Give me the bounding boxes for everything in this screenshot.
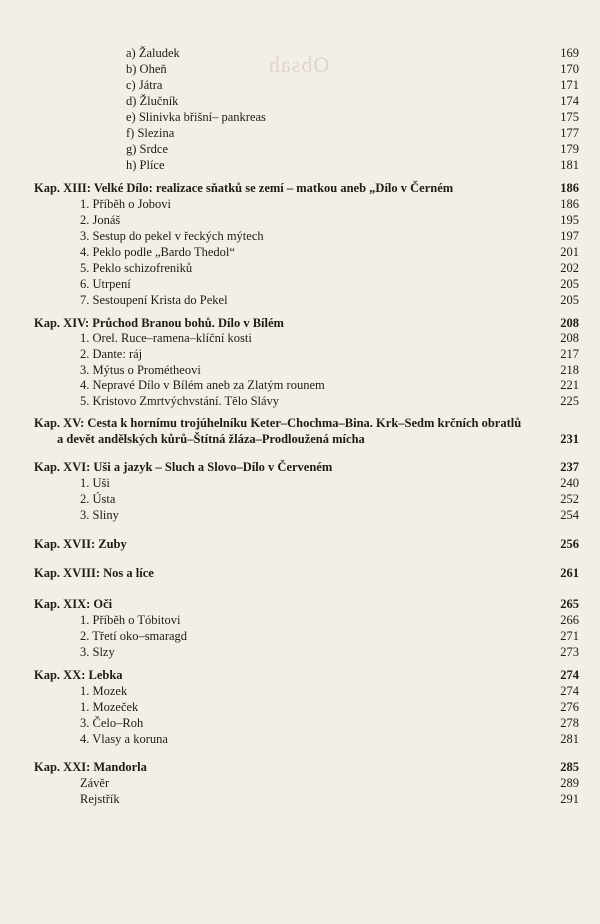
toc-chapter-title: Kap. XVIII: Nos a líce — [34, 566, 154, 580]
toc-entry-title: 4. Peklo podle „Bardo Thedol“ — [80, 245, 235, 259]
toc-entry-title: h) Plíce — [126, 158, 165, 172]
toc-page-number: 201 — [560, 245, 579, 259]
toc-page-number: 205 — [560, 293, 579, 307]
toc-entry-title: 2. Ústa — [80, 492, 116, 506]
toc-page-number: 208 — [560, 316, 579, 330]
toc-entry-title: 3. Slzy — [80, 645, 115, 659]
toc-chapter-title: Kap. XIX: Oči — [34, 597, 113, 611]
toc-entry-title: 5. Kristovo Zmrtvýchvstání. Tělo Slávy — [80, 394, 280, 408]
toc-page-number: 261 — [560, 566, 579, 580]
toc-entry-title: e) Slinivka břišní– pankreas — [126, 110, 266, 124]
toc-page-number: 177 — [560, 126, 579, 140]
toc-chapter-title: Kap. XIV: Průchod Branou bohů. Dílo v Bílém — [34, 316, 284, 330]
toc-entry-title: 2. Jonáš — [80, 213, 121, 227]
toc-page-number: 181 — [560, 158, 579, 172]
toc-entry-title: 1. Mozeček — [80, 700, 139, 714]
toc-page-number: 291 — [560, 792, 579, 806]
toc-entry-title: 2. Dante: ráj — [80, 347, 143, 361]
toc-page-number: 217 — [560, 347, 579, 361]
toc-entry-title: 4. Nepravé Dílo v Bílém aneb za Zlatým rounem — [80, 378, 325, 392]
toc-page-number: 274 — [560, 684, 579, 698]
toc-entry-title: 3. Čelo–Roh — [80, 716, 144, 730]
toc-entry-title: 2. Třetí oko–smaragd — [80, 629, 188, 643]
toc-page-number: 197 — [560, 229, 579, 243]
toc-page-number: 205 — [560, 277, 579, 291]
toc-page-number: 256 — [560, 537, 579, 551]
toc-entry-title: 7. Sestoupení Krista do Pekel — [80, 293, 228, 307]
toc-entry-title: c) Játra — [126, 78, 163, 92]
toc-entry-title: 1. Mozek — [80, 684, 128, 698]
toc-page-number: 266 — [560, 613, 579, 627]
toc-entry-title: 1. Příběh o Jobovi — [80, 197, 171, 211]
toc-page-number: 186 — [560, 197, 579, 211]
toc-page-number: 252 — [560, 492, 579, 506]
toc-page-number: 274 — [560, 668, 579, 682]
toc-page-number: 221 — [560, 378, 579, 392]
toc-entry-title: 5. Peklo schizofreniků — [80, 261, 193, 275]
toc-entry-title: a) Žaludek — [126, 46, 180, 60]
toc-entry-title: 3. Sliny — [80, 508, 119, 522]
toc-page-number: 254 — [560, 508, 579, 522]
toc-page-number: 265 — [560, 597, 579, 611]
toc-entry-title: d) Žlučník — [126, 94, 179, 108]
toc-page-number: 218 — [560, 363, 579, 377]
toc-page-number: 225 — [560, 394, 579, 408]
toc-page-number: 281 — [560, 732, 579, 746]
toc-entry-title: 3. Sestup do pekel v řeckých mýtech — [80, 229, 264, 243]
toc-chapter-title: Kap. XVII: Zuby — [34, 537, 127, 551]
toc-page-number: 208 — [560, 331, 579, 345]
toc-page-number: 271 — [560, 629, 579, 643]
toc-chapter-title: Kap. XXI: Mandorla — [34, 760, 147, 774]
toc-chapter-title: Kap. XV: Cesta k hornímu trojúhelníku Keter–Chochma–Bina. Krk–Sedm krčních obratlů — [34, 416, 522, 430]
toc-entry-title: 1. Orel. Ruce–ramena–klíční kosti — [80, 331, 252, 345]
toc-chapter-title: Kap. XX: Lebka — [34, 668, 123, 682]
toc-entry-title: Rejstřík — [80, 792, 120, 806]
toc-entry-title: Závěr — [80, 776, 110, 790]
toc-page-number: 202 — [560, 261, 579, 275]
toc-page-number: 240 — [560, 476, 579, 490]
toc-entry-title: g) Srdce — [126, 142, 168, 156]
toc-page-number: 273 — [560, 645, 579, 659]
toc-page-number: 276 — [560, 700, 579, 714]
toc-page-number: 285 — [560, 760, 579, 774]
toc-entry-title: 4. Vlasy a koruna — [80, 732, 168, 746]
toc-entry-title: 3. Mýtus o Prométheovi — [80, 363, 201, 377]
toc-page-number: 278 — [560, 716, 579, 730]
toc-page-number: 174 — [560, 94, 579, 108]
toc-entry-title: 1. Uši — [80, 476, 110, 490]
toc-entry-title: 1. Příběh o Tóbitovi — [80, 613, 181, 627]
toc-page-number: 169 — [560, 46, 579, 60]
toc-page-number: 237 — [560, 460, 579, 474]
toc-chapter-title: Kap. XIII: Velké Dílo: realizace sňatků se zemí – matkou aneb „Dílo v Černém — [34, 181, 454, 195]
toc-page-number: 186 — [560, 181, 579, 195]
toc-page-number: 175 — [560, 110, 579, 124]
toc-page-number: 171 — [560, 78, 579, 92]
toc-chapter-title: a devět andělských kůrů–Štítná žláza–Prodloužená mícha — [57, 432, 365, 446]
toc-page-number: 179 — [560, 142, 579, 156]
toc-page-number: 289 — [560, 776, 579, 790]
toc-entry-title: b) Oheň — [126, 62, 167, 76]
toc-chapter-title: Kap. XVI: Uši a jazyk – Sluch a Slovo–Dílo v Červeném — [34, 460, 333, 474]
bleed-through-heading: Obsah — [268, 52, 330, 77]
toc-page-number: 195 — [560, 213, 579, 227]
toc-page-number: 231 — [560, 432, 579, 446]
toc-entry-title: f) Slezina — [126, 126, 175, 140]
toc-entry-title: 6. Utrpení — [80, 277, 131, 291]
toc-page-number: 170 — [560, 62, 579, 76]
